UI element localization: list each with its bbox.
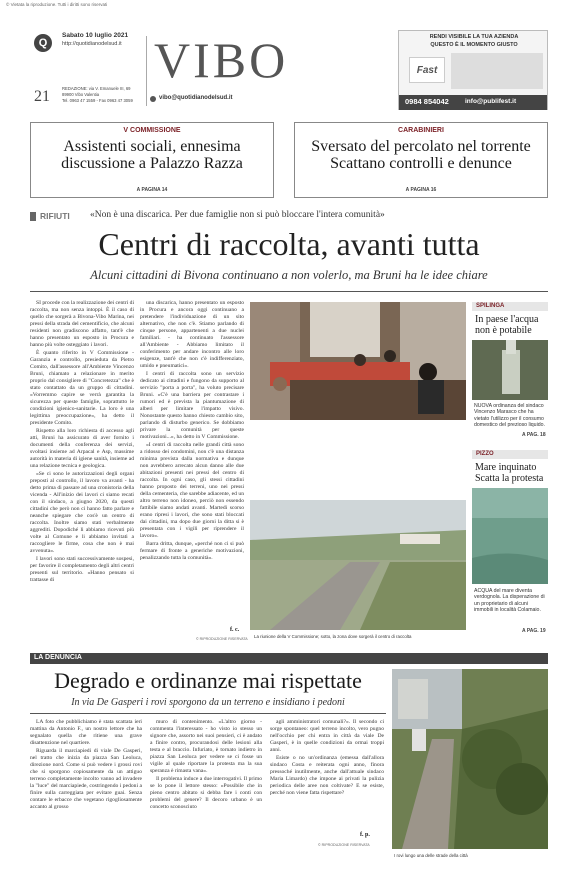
lead-signature: f. c. — [230, 627, 240, 633]
lead-column-2: una discarica, hanno presentato un esposto in Procura e ancora oggi continuano a pretendere l'individuazione di un sito alternativo, che non c'è. Stiamo parlando di cinque persone, appartenenti a due nuclei familiari. - ha continuato l'assessore all'Ambiente - Abbiamo limitato il conferimento per andare incontro alle loro esigenze, tant'è che non c'è indifferenziato, umido e pneumatici». I centri di raccolta sono un servizio dedicato ai cittadini e fungono da supporto al servizio "porta a porta", ha voluto precisare Bruni. «C'è una barriera per contrastare i rumori ed è prevista la piantumazione di alberi per limitare l'impatto visivo. Nonostante questo hanno chiesto cambio sito, parlando di disturbo generico. Se dobbiamo privare la comunità per queste motivazioni...», ha detto in V Commissione. «I centri di raccolta nelle grandi città sono a ridosso dei condomini, non c'è una distanza minima prevista dalla normativa e dunque non avrebbero arrecato alcun danno alle due abitazioni presenti nei pressi del centro di raccolta. In ogni caso, gli stessi cittadini hanno proposto dei terreni, uno nei pressi della cementeria, che sarebbe adiacente, ed un altro terreno non idoneo, perciò non essendo fattibile siamo andati avanti. Martedì scorso erano ripresi i lavori, che sono stati bloccati dai cittadini, ma dopo due giorni la ditta si è presentata con i vigili per riprendere il lavoro». Barra dritta, dunque, «perché non ci si può fermare di fronte a generiche motivazioni, penalizzando tutta la comunità». — [140, 300, 244, 561]
teaser-title: Assistenti sociali, ennesima discussione a Palazzo Razza — [61, 138, 243, 172]
meeting-photo — [250, 302, 466, 420]
sidebar-page-ref: A PAG. 18 — [522, 432, 546, 438]
ad-headline-2: QUESTO È IL MOMENTO GIUSTO — [430, 42, 518, 48]
second-column-3: agli amministratori comunali?». Il secondo ci sorge spontaneo: quel terreno incolto, vero pugno nell'occhio per chi entra in città da viale De Gasperi, è in quelle condizioni da ormai troppi anni. Esiste o no un'ordinanza (emessa dall'allora sindaco Costa e reiterata ogni anno, finora pressoché inutilmente, anche dall'attuale sindaco Maria Limardo) che impone ai privati la pulizia periodica delle aree non coltivate? E se esiste, perché non viene fatta rispettare? — [270, 719, 384, 796]
redazione-info: REDAZIONE: via V. Emanuele III, 69 89900 Vibo Valentia Tel. 0963 47 1559 - Fax 0963 47 3059 — [62, 86, 133, 103]
brambles-photo — [392, 669, 548, 849]
kicker-tag: RIFIUTI — [40, 211, 70, 221]
lead-photo-caption: La riunione della V Commissione; sotto, la zona dove sorgerà il centro di raccolta — [254, 634, 412, 639]
teaser-tag: V COMMISSIONE — [123, 127, 181, 134]
email-link[interactable]: vibo@quotidianodelsud.it — [159, 95, 233, 101]
ad-headline-1: RENDI VISIBILE LA TUA AZIENDA — [429, 34, 519, 40]
teaser-tag: CARABINIERI — [398, 127, 444, 134]
logo-letter: Q — [38, 37, 48, 49]
water-photo — [472, 340, 548, 400]
ad-illustration — [451, 53, 543, 89]
lead-column-1: SI procede con la realizzazione dei centri di raccolta, ma non senza intoppi. È il caso di quello che sorgerà a Bivona-Vibo Marina, nei pressi della strada del cementificio, che alcuni residenti non gradiscono affatto, tant'è che hanno presentato un esposto in Procura e hanno più volte osteggiato i lavori. È quanto riferito in V Commissione - Garanzia e controllo, presieduta da Pietro Comito, dall'assessore all'Ambiente Vincenzo Bruni, chiamato a relazionare in merito proprio dal consigliere di "Concretezza" che è stato contattato da un gruppo di cittadini. «Vorremmo capire se verrà garantita la sicurezza per queste famiglie, soprattutto le condizioni igienico-sanitarie. La loro è una legittima preoccupazione», ha detto il presidente Comito. Rispetto alla loro richiesta di accesso agli atti, Bruni ha assicurato di aver fornito i documenti della conferenza dei servizi, svoltasi insieme ad Arpacal e Asp, massime autorità in materia di igiene sanità, insieme ad una relazione tecnica e geologica. «Se ci sono le autorizzazioni degli organi preposti al controllo, il lavoro va avanti - ha detto prima di passare ad una cronistoria della vicenda - All'inizio dei lavori ci siamo recati con il sindaco, a giugno 2020, da questi cittadini che però non ci hanno fatto parlare e neanche spiegare che cos'è un centro di raccolta. Inoltre siamo stati verbalmente aggrediti. Dopodiché li abbiamo ricevuti più volte al Comune e li abbiamo invitati a raccogliere le firme, cosa che non è mai avvenuta». I lavori sono stati successivamente sospesi, per favorire il completamento degli altri centri presenti sul territorio. «Hanno pensato si trattasse di — [30, 300, 134, 583]
teaser-page-ref: A PAGINA 14 — [136, 187, 168, 193]
sidebar-tag: SPILINGA — [476, 303, 505, 309]
second-signature: f. p. — [360, 832, 370, 838]
second-column-1: LA foto che pubblichiamo è stata scattata ieri mattina da Antonio F., un nostro lettore che ha segnalato quella che ritiene una grave disattenzione nel quartiere. Riguarda il marciapiedi di viale De Gasperi, nel tratto che inizia da piazza San Leoluca, direzione nord. Come si può vedere i grossi rovi che si sporgono copiosamente da un attiguo terreno completamente incolto vanno ad invadere la "luce" del marciapiede, costringendo i pedoni a finire sulla carreggiata per evitare guai. Senza contare le erbacce che vegetano rigogliosamente accanto al grosso — [30, 719, 142, 810]
teaser-page-ref: A PAGINA 16 — [405, 187, 437, 193]
second-column-2: muro di contenimento. «L'altro giorno - commenta l'interessato - ho visto io stesso un signore che, assorto nei suoi pensieri, ci è andato a finire contro, procurandosi delle lesioni alla testa e al braccio. Infuriato, è tornato indietro in piazza San Leoluca per vedere se ci fosse un vigile al quale riportare la protesta ma la sua speranza è rimasta vana». Il problema induce a due interrogativi. Il primo se lo pone il lettore stesso: «Possibile che in pieno centro abitato si debba fare i conti con problemi del genere? Il decoro urbano è un concetto sconosciuto — [150, 719, 262, 810]
teaser-2[interactable] — [294, 122, 548, 198]
sea-photo — [472, 488, 548, 584]
section-tag-denuncia: LA DENUNCIA — [34, 654, 82, 661]
second-photo-caption: I rovi lungo una delle strade della città — [394, 853, 468, 858]
sidebar-tag: PIZZO — [476, 451, 494, 457]
ad-phone: 0984 854042 — [405, 97, 449, 106]
page-number: 21 — [34, 88, 50, 105]
sidebar-text: ACQUA del mare diventa verdognola. La disperazione di un proprietario di alcuni immobili in località Colamaio. — [474, 588, 545, 614]
lead-subtitle: Alcuni cittadini di Bivona continuano a non volerlo, ma Bruni ha le idee chiare — [90, 268, 488, 282]
teaser-1[interactable] — [30, 122, 274, 198]
sidebar-item-pizzo[interactable] — [472, 450, 548, 638]
email-icon — [150, 96, 156, 102]
second-subtitle: In via De Gasperi i rovi sporgono da un terreno e insidiano i pedoni — [71, 697, 345, 708]
ad-brand-logo: Fast — [409, 57, 445, 83]
website: http://quotidianodelsud.it — [62, 41, 122, 47]
sidebar-title: Mare inquinato Scatta la protesta — [475, 462, 544, 484]
lead-headline: Centri di raccolta, avanti tutta — [98, 226, 480, 262]
lead-copyright: © RIPRODUZIONE RISERVATA — [196, 637, 248, 641]
sidebar-item-spilinga[interactable] — [472, 302, 548, 440]
logo-icon — [34, 34, 52, 52]
second-copyright: © RIPRODUZIONE RISERVATA — [318, 843, 370, 847]
sidebar-text: NUOVA ordinanza del sindaco Vincenzo Marasco che ha vietato l'utilizzo per il consumo domestico del prezioso liquido. — [474, 403, 545, 429]
sidebar-page-ref: A PAG. 19 — [522, 628, 546, 634]
ad-email: info@publifest.it — [465, 98, 517, 105]
sidebar-title: In paese l'acqua non è potabile — [475, 314, 539, 336]
kicker-tag-marker — [30, 212, 36, 221]
second-headline: Degrado e ordinanze mai rispettate — [54, 668, 362, 693]
section-title: VIBO — [154, 32, 289, 88]
kicker: «Non è una discarica. Per due famiglie non si può bloccare l'intera comunità» — [90, 210, 385, 220]
copyright-notice: © Vietata la riproduzione. Tutti i diritti sono riservati — [6, 2, 108, 7]
issue-date: Sabato 10 luglio 2021 — [62, 32, 129, 39]
teaser-title: Sversato del percolato nel torrente Scattano controlli e denunce — [311, 138, 531, 172]
collection-site-photo — [250, 500, 466, 630]
advertisement[interactable] — [398, 30, 548, 110]
